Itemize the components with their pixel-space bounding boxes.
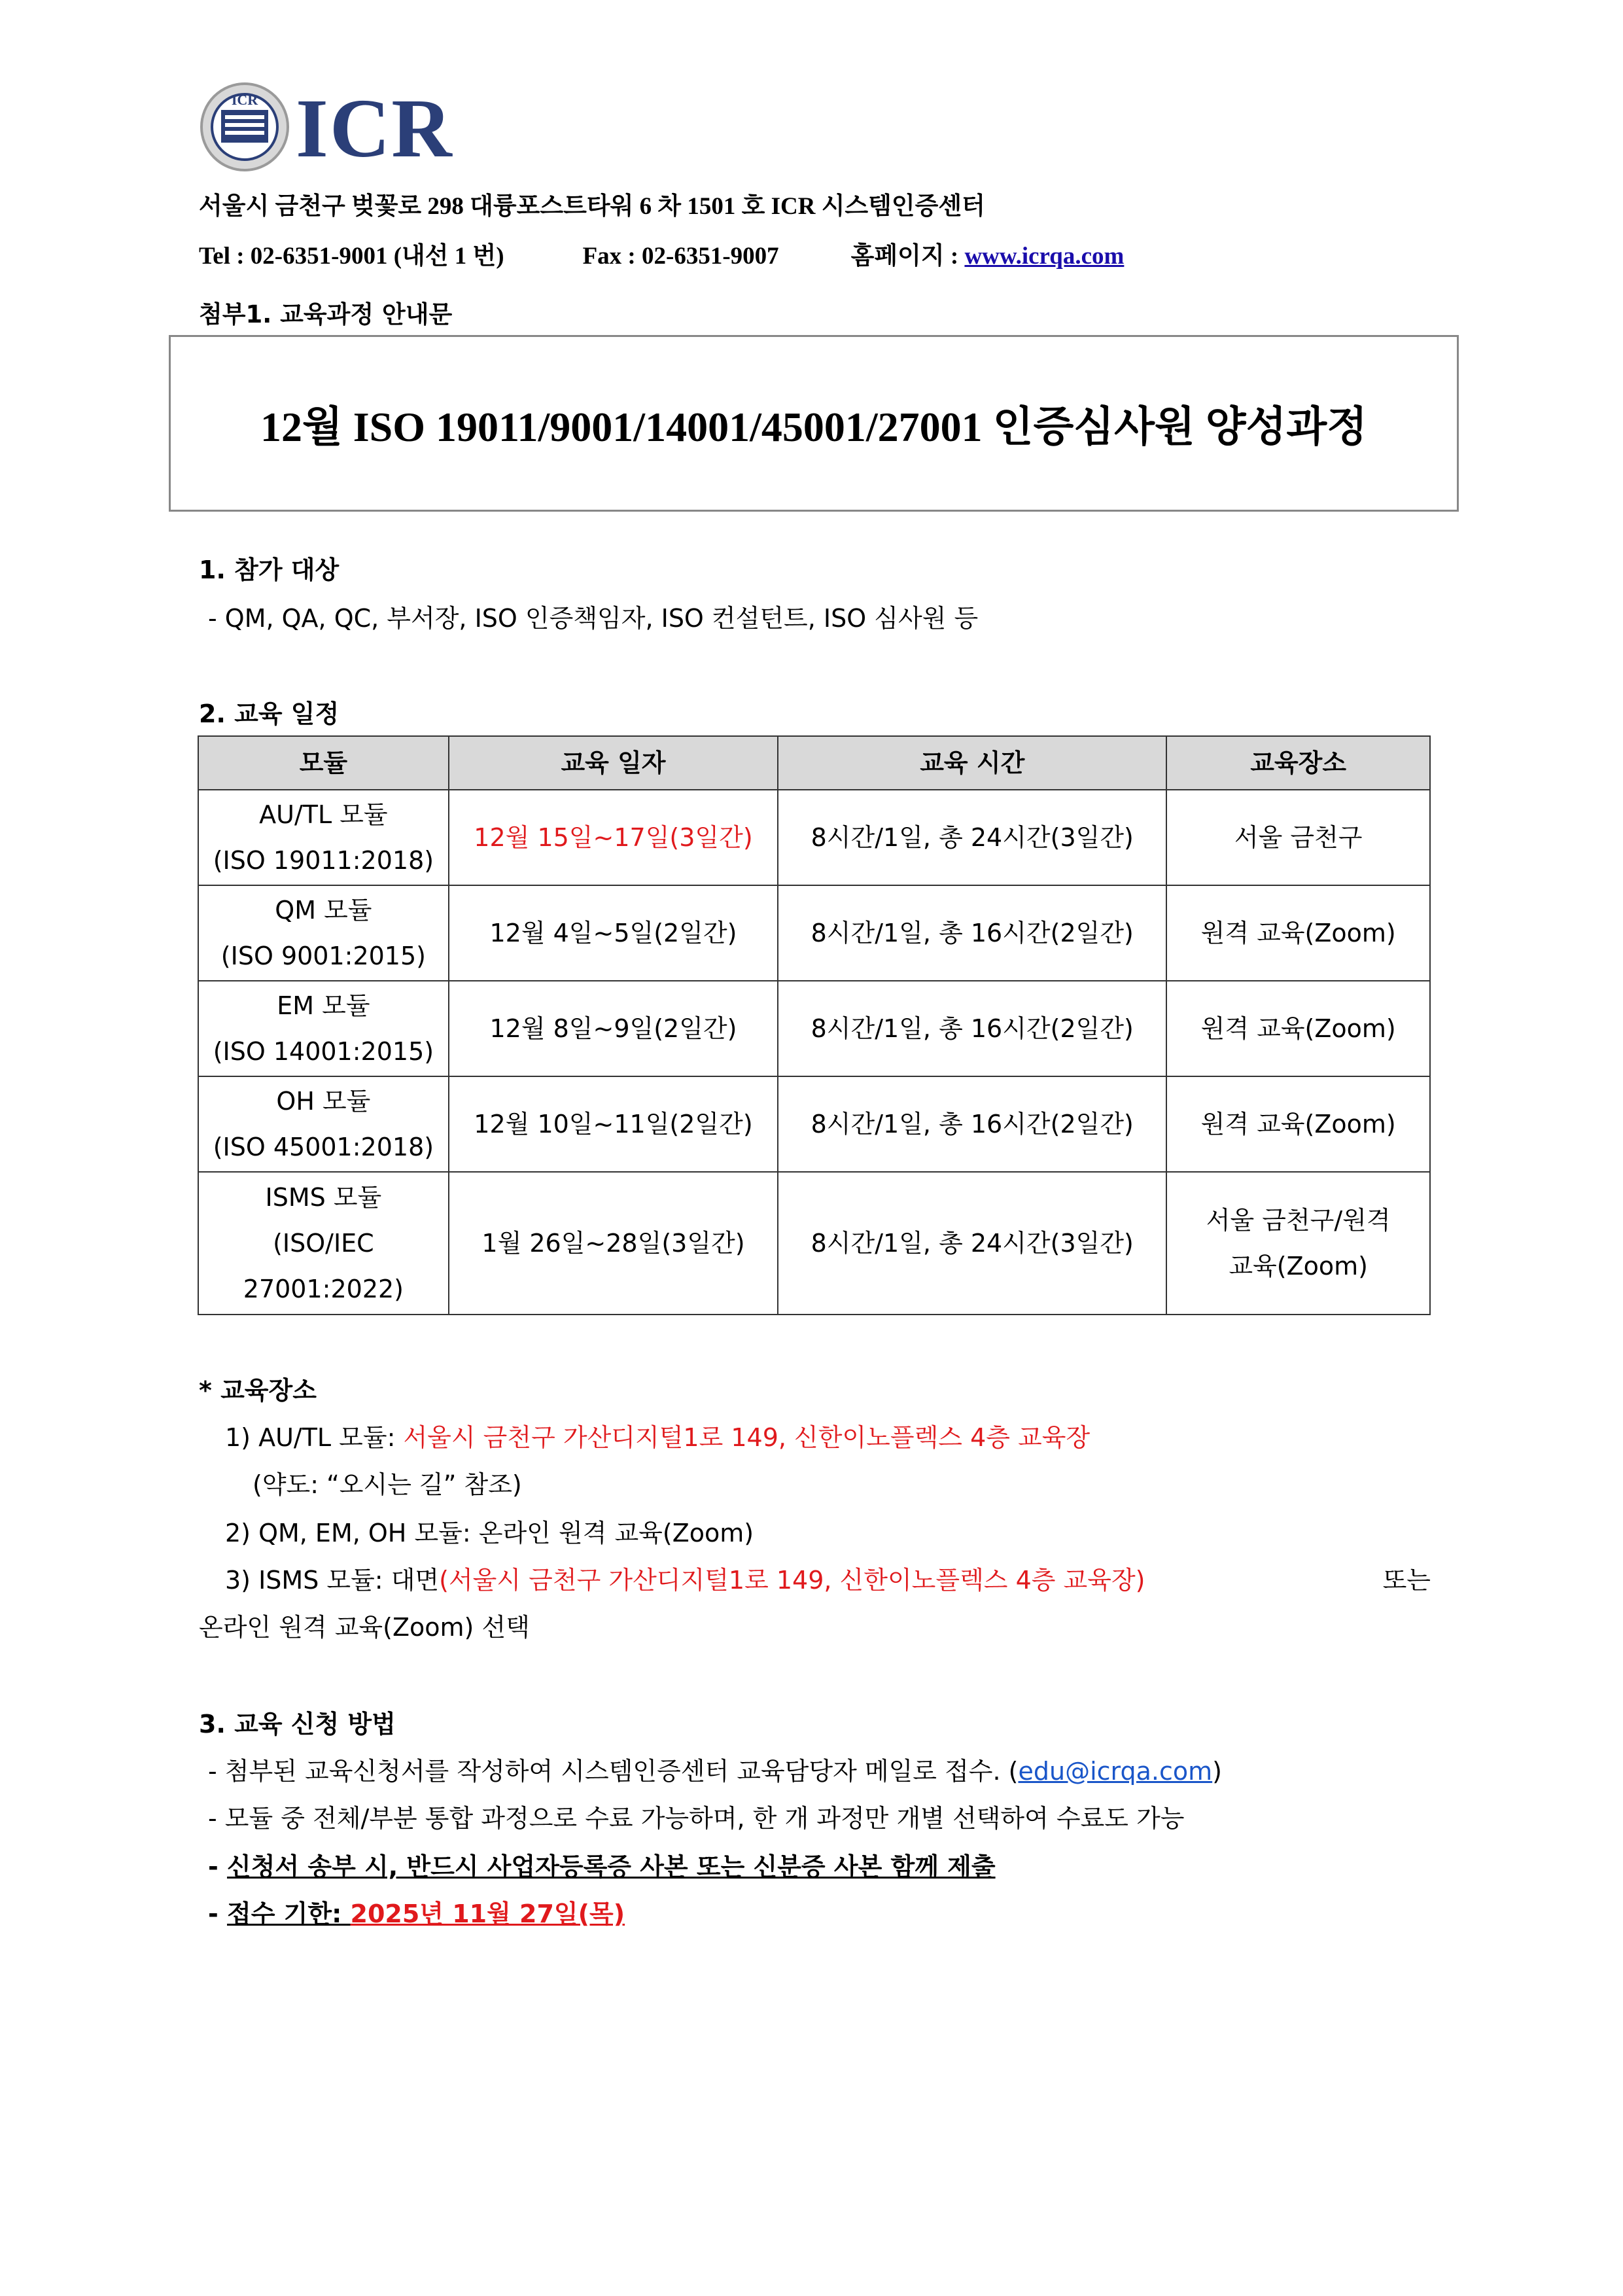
venue-item-1-address: 서울시 금천구 가산디지털1로 149, 신한이노플렉스 4층 교육장 — [403, 1423, 1091, 1452]
schedule-table — [198, 735, 1431, 1315]
date-cell: 12월 10일~11일(2일간) — [449, 1076, 778, 1172]
place-cell: 원격 교육(Zoom) — [1166, 885, 1430, 981]
logo-text: ICR — [296, 82, 453, 175]
fax-number: Fax : 02-6351-9007 — [582, 243, 779, 270]
column-header: 교육 일자 — [449, 736, 778, 790]
table-row — [198, 885, 1430, 981]
section3-heading: 3. 교육 신청 방법 — [199, 1710, 396, 1739]
date-cell: 12월 15일~17일(3일간) — [449, 790, 778, 885]
place-line: 서울 금천구/원격 — [1206, 1206, 1391, 1235]
section2-heading: 2. 교육 일정 — [199, 699, 340, 728]
apply-line-3-dash: - — [208, 1852, 228, 1881]
venue-item-3-suffix: 또는 — [1382, 1566, 1431, 1595]
module-cell — [198, 1076, 449, 1172]
module-standard: (ISO 19011:2018) — [213, 846, 434, 875]
place-cell — [1166, 1172, 1430, 1315]
place-cell: 서울 금천구 — [1166, 790, 1430, 885]
date-cell: 12월 8일~9일(2일간) — [449, 981, 778, 1076]
date-cell: 1월 26일~28일(3일간) — [449, 1172, 778, 1315]
apply-line-3 — [208, 1846, 996, 1882]
module-cell — [198, 790, 449, 885]
table-row — [198, 1076, 1430, 1172]
module-cell — [198, 1172, 449, 1315]
venue-item-1 — [225, 1417, 1090, 1453]
module-standard: (ISO/IEC — [273, 1229, 374, 1258]
module-standard-cont: 27001:2022) — [243, 1275, 404, 1303]
venue-item-2: 2) QM, EM, OH 모듈: 온라인 원격 교육(Zoom) — [225, 1519, 754, 1547]
venue-heading: * 교육장소 — [199, 1376, 317, 1405]
attachment-label: 첨부1. 교육과정 안내문 — [199, 300, 453, 328]
tel-number: Tel : 02-6351-9001 (내선 1 번) — [199, 243, 504, 270]
deadline-date: 2025년 11월 27일(목) — [350, 1899, 625, 1928]
place-cell: 원격 교육(Zoom) — [1166, 981, 1430, 1076]
page-title: 12월 ISO 19011/9001/14001/45001/27001 인증심사원 양성과정 — [260, 404, 1368, 450]
logo-ring-text: ICR — [231, 92, 258, 108]
title-box — [169, 335, 1459, 512]
apply-line-2: - 모듈 중 전체/부분 통합 과정으로 수료 가능하며, 한 개 과정만 개별 선택하여 수료도 가능 — [208, 1804, 1185, 1833]
module-name: QM 모듈 — [275, 896, 372, 925]
time-cell: 8시간/1일, 총 24시간(3일간) — [778, 1172, 1166, 1315]
venue-item-3-line2: 온라인 원격 교육(Zoom) 선택 — [199, 1613, 530, 1642]
time-cell: 8시간/1일, 총 16시간(2일간) — [778, 981, 1166, 1076]
module-cell — [198, 885, 449, 981]
apply-line-4 — [208, 1894, 625, 1930]
place-line-cont: 교육(Zoom) — [1229, 1252, 1368, 1280]
date-cell: 12월 4일~5일(2일간) — [449, 885, 778, 981]
table-row — [198, 981, 1430, 1076]
column-header: 교육장소 — [1166, 736, 1430, 790]
place-cell: 원격 교육(Zoom) — [1166, 1076, 1430, 1172]
module-cell — [198, 981, 449, 1076]
section1-text: - QM, QA, QC, 부서장, ISO 인증책임자, ISO 컨설턴트, ISO 심사원 등 — [208, 604, 979, 633]
apply-line-1 — [208, 1751, 1222, 1787]
module-name: AU/TL 모듈 — [259, 800, 388, 829]
apply-line-4-dash: - — [208, 1899, 228, 1928]
section1-heading: 1. 참가 대상 — [199, 556, 340, 584]
logo-emblem-icon — [199, 81, 290, 173]
table-row — [198, 790, 1430, 885]
venue-item-3-prefix: 3) ISMS 모듈: 대면 — [225, 1566, 440, 1595]
column-header: 교육 시간 — [778, 736, 1166, 790]
venue-item-3-address: (서울시 금천구 가산디지털1로 149, 신한이노플렉스 4층 교육장) — [439, 1566, 1145, 1595]
time-cell: 8시간/1일, 총 24시간(3일간) — [778, 790, 1166, 885]
module-name: OH 모듈 — [276, 1087, 371, 1116]
apply-line-1-text: - 첨부된 교육신청서를 작성하여 시스템인증센터 교육담당자 메일로 접수. ( — [208, 1757, 1019, 1786]
company-logo — [199, 81, 297, 179]
email-link[interactable]: edu@icrqa.com — [1018, 1757, 1213, 1786]
table-header-row — [198, 736, 1430, 790]
contact-line — [199, 236, 1124, 271]
apply-line-1-close: ) — [1212, 1757, 1222, 1786]
venue-item-3 — [225, 1560, 1431, 1596]
module-name: ISMS 모듈 — [265, 1183, 382, 1212]
venue-item-1-label: 1) AU/TL 모듈: — [225, 1423, 404, 1452]
homepage-link[interactable]: www.icrqa.com — [964, 243, 1125, 270]
venue-item-1-note: (약도: “오시는 길” 참조) — [253, 1470, 522, 1499]
apply-line-3-text: 신청서 송부 시, 반드시 사업자등록증 사본 또는 신분증 사본 함께 제출 — [227, 1852, 996, 1881]
time-cell: 8시간/1일, 총 16시간(2일간) — [778, 885, 1166, 981]
module-standard: (ISO 9001:2015) — [220, 942, 426, 970]
module-standard: (ISO 45001:2018) — [213, 1133, 434, 1161]
homepage-label: 홈페이지 : — [850, 243, 959, 270]
module-name: EM 모듈 — [277, 991, 370, 1020]
company-address: 서울시 금천구 벚꽃로 298 대륭포스트타워 6 차 1501 호 ICR 시스템인증센터 — [199, 193, 985, 220]
module-standard: (ISO 14001:2015) — [213, 1037, 434, 1066]
time-cell: 8시간/1일, 총 16시간(2일간) — [778, 1076, 1166, 1172]
deadline-label: 접수 기한: — [227, 1899, 351, 1928]
table-row — [198, 1172, 1430, 1315]
column-header: 모듈 — [198, 736, 449, 790]
